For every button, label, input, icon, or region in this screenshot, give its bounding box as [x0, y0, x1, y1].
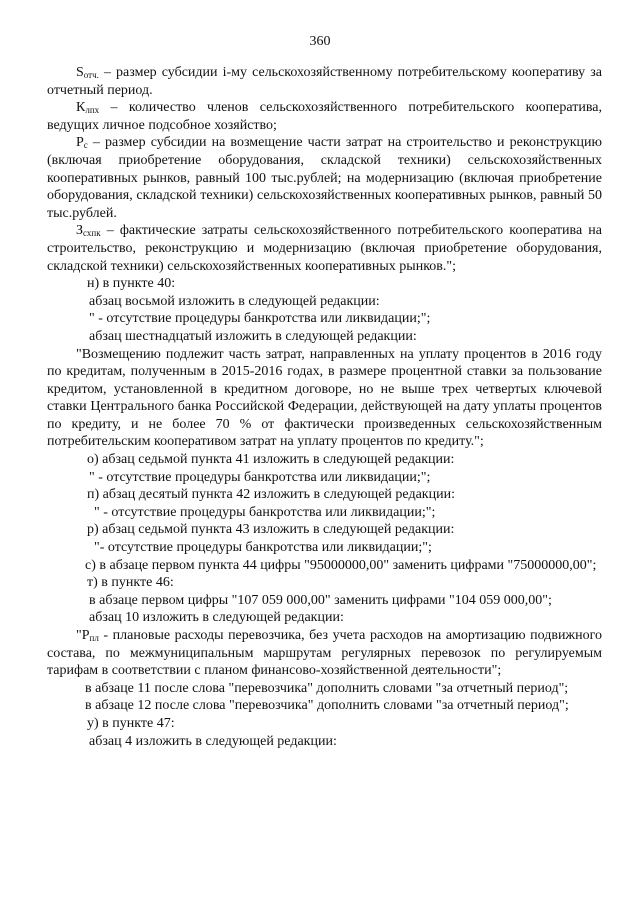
paragraph-text: – размер субсидии i-му сельскохозяйственному потребительскому кооперативу за отчетный период.: [47, 65, 602, 98]
clause-t-abz11: в абзаце 11 после слова "перевозчика" дополнить словами "за отчетный период";: [85, 680, 569, 696]
formula-subscript: лпх: [85, 105, 100, 116]
paragraph-text: - плановые расходы перевозчика, без учета расходов на амортизацию подвижного состава, по межмуниципальным маршрутам регулярных перевозок по регулируемым тарифам в соответствии с планом финансово-хозяйственной деятельности";: [47, 628, 602, 679]
paragraph-p-c: [47, 134, 602, 222]
formula-symbol: З: [76, 223, 84, 239]
paragraph-k-lph: [47, 99, 602, 134]
formula-subscript: отч.: [83, 70, 99, 80]
clause-t-abz1: в абзаце первом цифры "107 059 000,00" заменить цифрами "104 059 000,00";: [89, 592, 552, 608]
clause-t-abz12: в абзаце 12 после слова "перевозчика" дополнить словами "за отчетный период";: [85, 698, 569, 714]
clause-r: р) абзац седьмой пункта 43 изложить в следующей редакции:: [87, 522, 455, 538]
clause-u-abz4: абзац 4 изложить в следующей редакции:: [89, 733, 337, 749]
clause-t-abz10-text: [47, 627, 602, 680]
page-number: 360: [309, 34, 331, 49]
paragraph-text: – количество членов сельскохозяйственного потребительского кооператива, ведущих личное подсобное хозяйство;: [47, 100, 602, 133]
paragraph-text: – размер субсидии на возмещение части затрат на строительство и реконструкцию (включая приобретение оборудования, складской техники) сельскохозяйственных кооперативных рынков, равный 100 тыс.рублей; на модернизацию (включая приобретение оборудования, складской техники) сельскохозяйственных кооперативных рынков, равный 50 тыс.рублей.: [47, 135, 602, 221]
clause-n: н) в пункте 40:: [87, 276, 176, 292]
clause-t: т) в пункте 46:: [87, 575, 174, 591]
formula-symbol: К: [76, 100, 86, 116]
clause-s: с) в абзаце первом пункта 44 цифры "95000000,00" заменить цифрами "75000000,00";: [85, 557, 597, 573]
clause-u: у) в пункте 47:: [87, 715, 175, 731]
formula-subscript: с: [83, 140, 88, 151]
clause-o: о) абзац седьмой пункта 41 изложить в следующей редакции:: [87, 452, 455, 468]
formula-symbol: Р: [81, 628, 90, 643]
formula-symbol: S: [76, 65, 84, 80]
clause-n-abz16-text: "Возмещению подлежит часть затрат, направленных на уплату процентов в 2016 году по кредитам, полученным в 2015-2016 годах, в размере процентной ставки за пользование кредитом, установленной в кредитном договоре, но не выше трех четвертых ключевой ставки Центрального банка Российской Федерации, действующей на дату уплаты процентов по кредиту, и не более 70 % от фактически произведенных сельскохозяйственным потребительским кооперативом затрат на уплату процентов по кредиту.";: [47, 346, 602, 450]
clause-o-text: " - отсутствие процедуры банкротства или ликвидации;";: [89, 469, 431, 485]
clause-p-text: " - отсутствие процедуры банкротства или ликвидации;";: [94, 504, 436, 520]
paragraph-text: – фактические затраты сельскохозяйственного потребительского кооператива на строительство, реконструкцию и модернизацию (включая приобретение оборудования, складской техники) сельскохозяйственных кооперативных рынков.";: [47, 223, 602, 274]
clause-n-abz8-text: " - отсутствие процедуры банкротства или ликвидации;";: [89, 311, 431, 327]
paragraph-s-otch: [47, 64, 602, 99]
quote-mark: ": [76, 628, 82, 643]
document-body: [47, 64, 602, 750]
clause-p: п) абзац десятый пункта 42 изложить в следующей редакции:: [87, 487, 455, 503]
clause-n-abz8: абзац восьмой изложить в следующей редакции:: [89, 293, 380, 309]
formula-symbol: Р: [76, 135, 84, 151]
formula-subscript: схпк: [83, 228, 101, 239]
clause-r-text: "- отсутствие процедуры банкротства или ликвидации;";: [94, 540, 432, 556]
paragraph-z-skhpk: [47, 222, 602, 275]
clause-n-abz16: абзац шестнадцатый изложить в следующей редакции:: [89, 328, 417, 344]
formula-subscript: пл: [89, 633, 99, 643]
clause-t-abz10: абзац 10 изложить в следующей редакции:: [89, 610, 344, 626]
